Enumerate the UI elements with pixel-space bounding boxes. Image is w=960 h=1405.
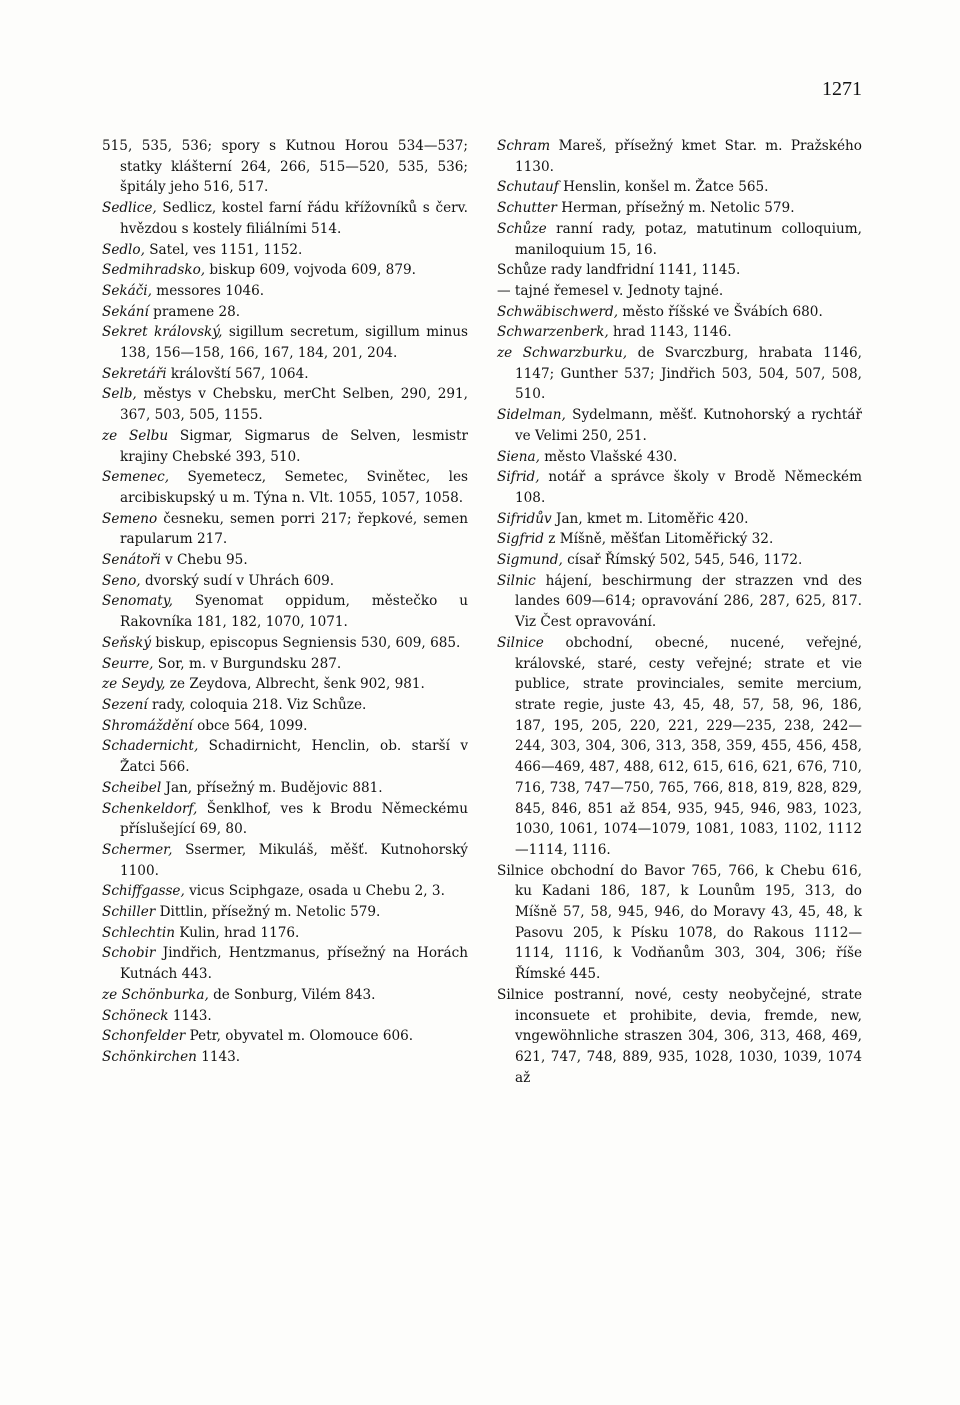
entry-text: de Sonburg, Vilém 843. xyxy=(208,986,376,1003)
entry-headword: Schůze xyxy=(497,220,547,237)
entry-headword: Sezení xyxy=(102,696,148,713)
entry-headword: Schram xyxy=(497,138,551,154)
entry-text: Schadirnicht, Henclin, ob. starší v Žatci 566. xyxy=(120,738,468,776)
entry-text: Herman, přísežný m. Netolic 579. xyxy=(556,200,795,217)
entry-headword: Semeno xyxy=(102,510,158,527)
entry-text: sigillum secretum, sigillum minus 138, 156—158, 166, 167, 184, 201, 204. xyxy=(120,324,468,362)
index-entry xyxy=(497,260,862,281)
entry-headword: Seno, xyxy=(102,572,141,589)
entry-text: Šenklhof, ves k Brodu Německému příslušející 69, 80. xyxy=(120,800,468,838)
entry-headword: Scheibel xyxy=(102,779,162,796)
index-entry xyxy=(497,136,862,177)
entry-text: Dittlin, přísežný m. Netolic 579. xyxy=(155,904,381,921)
entry-text: rady, coloquia 218. Viz Schůze. xyxy=(147,696,367,713)
entry-headword: Schönkirchen xyxy=(102,1048,197,1065)
left-column xyxy=(102,136,468,1068)
entry-headword: Sekretáři xyxy=(102,365,167,382)
entry-headword: Selb, xyxy=(102,386,137,403)
index-entry xyxy=(497,322,862,343)
entry-headword: Schwäbischwerd, xyxy=(497,303,619,320)
entry-text: Schůze rady landfridní 1141, 1145. xyxy=(497,262,741,279)
index-entry xyxy=(102,736,468,777)
entry-text: Sydelmann, měšť. Kutnohorský a rychtář ve Velimi 250, 251. xyxy=(515,407,862,444)
index-entry xyxy=(497,198,862,219)
entry-text: biskup, episcopus Segniensis 530, 609, 685. xyxy=(151,634,461,651)
index-entry xyxy=(102,633,468,654)
entry-text: notář a správce školy v Brodě Německém 108. xyxy=(515,469,862,506)
entry-text: městys v Chebsku, merCht Selben, 290, 291, 367, 503, 505, 1155. xyxy=(120,386,468,424)
index-entry xyxy=(102,571,468,592)
index-entry xyxy=(102,654,468,675)
entry-text: Jan, kmet m. Litoměřic 420. xyxy=(551,510,749,527)
entry-headword: Shromáždění xyxy=(102,717,193,734)
entry-text: královští 567, 1064. xyxy=(166,365,309,382)
entry-headword: Schenkeldorf, xyxy=(102,800,198,817)
entry-text: Sor, m. v Burgundsku 287. xyxy=(153,655,342,672)
index-entry xyxy=(102,426,468,467)
entry-text: 1143. xyxy=(196,1048,241,1065)
entry-headword: Schutauf xyxy=(497,179,559,196)
entry-headword: Sifridův xyxy=(497,510,552,527)
entry-headword: Silnic xyxy=(497,572,536,589)
index-entry xyxy=(102,902,468,923)
index-entry xyxy=(102,923,468,944)
right-column xyxy=(497,136,862,1088)
entry-headword: Sidelman, xyxy=(497,407,566,424)
entry-headword: Sedmihradsko, xyxy=(102,262,206,279)
index-entry xyxy=(497,447,862,468)
entry-text: hájení, beschirmung der strazzen vnd des landes 609—614; opravování 286, 287, 625, 817. Viz Čest opravování. xyxy=(515,572,862,631)
entry-text: ze Zeydova, Albrecht, šenk 902, 981. xyxy=(165,676,425,693)
entry-text: Silnice obchodní do Bavor 765, 766, k Chebu 616, ku Kadani 186, 187, k Lounům 195, 313, do Míšně 57, 58, 945, 946, do Moravy 43, 45, 48, k Pasovu 205, k Písku 1078, do Rakous 1112—1114, 1116, k Vodňanům 303, 304, 306; říše Římské 445. xyxy=(497,862,862,983)
index-entry xyxy=(497,571,862,633)
entry-headword: ze Seydy, xyxy=(102,676,166,693)
index-entry xyxy=(102,467,468,508)
index-entry xyxy=(497,509,862,530)
index-entry xyxy=(497,467,862,508)
index-entry xyxy=(102,985,468,1006)
index-entry xyxy=(497,985,862,1089)
entry-headword: Schiller xyxy=(102,904,156,921)
entry-text: obce 564, 1099. xyxy=(192,717,308,734)
index-entry xyxy=(102,840,468,881)
entry-headword: Schlechtin xyxy=(102,924,176,941)
index-entry xyxy=(102,302,468,323)
entry-text: Kulin, hrad 1176. xyxy=(175,924,300,941)
index-entry xyxy=(102,260,468,281)
index-entry xyxy=(497,343,862,405)
index-entry xyxy=(497,633,862,861)
index-entry xyxy=(102,943,468,984)
entry-text: ranní rady, potaz, matutinum colloquium, maniloquium 15, 16. xyxy=(515,220,862,258)
index-entry xyxy=(102,240,468,261)
index-entry xyxy=(102,384,468,425)
entry-text: Syemetecz, Semetec, Svinětec, les arcibiskupský u m. Týna n. Vlt. 1055, 1057, 1058. xyxy=(120,469,468,506)
entry-text: město říšské ve Švábích 680. xyxy=(618,303,823,320)
entry-text: 515, 535, 536; spory s Kutnou Horou 534—537; statky klášterní 264, 266, 515—520, 535, 536; špitály jeho 516, 517. xyxy=(102,138,468,196)
entry-headword: Schonfelder xyxy=(102,1028,186,1045)
entry-headword: ze Schönburka, xyxy=(102,986,209,1003)
entry-text: vicus Sciphgaze, osada u Chebu 2, 3. xyxy=(184,883,445,900)
entry-text: Syenomat oppidum, městečko u Rakovníka 181, 182, 1070, 1071. xyxy=(120,593,468,631)
entry-text: Henslin, konšel m. Žatce 565. xyxy=(558,179,769,196)
index-entry xyxy=(102,778,468,799)
index-entry xyxy=(497,177,862,198)
entry-headword: Sigmund, xyxy=(497,552,563,569)
index-entry xyxy=(102,695,468,716)
entry-headword: ze Selbu xyxy=(102,427,169,444)
entry-text: Satel, ves 1151, 1152. xyxy=(144,241,303,258)
entry-headword: Siena, xyxy=(497,448,540,465)
index-entry xyxy=(497,219,862,260)
entry-headword: Schobir xyxy=(102,945,156,962)
index-entry xyxy=(497,302,862,323)
entry-headword: ze Schwarzburku, xyxy=(497,345,628,362)
entry-headword: Schwarzenberk, xyxy=(497,324,609,341)
index-entry xyxy=(102,881,468,902)
index-entry xyxy=(102,364,468,385)
index-entry xyxy=(102,281,468,302)
entry-headword: Sedlice, xyxy=(102,200,157,217)
index-entry xyxy=(102,509,468,550)
entry-text: pramene 28. xyxy=(148,303,241,320)
entry-headword: Senátoři xyxy=(102,552,161,569)
entry-text: Sedlicz, kostel farní řádu křížovníků s červ. hvězdou s kostely filiálními 514. xyxy=(120,200,468,237)
entry-headword: Sedlo, xyxy=(102,241,145,258)
entry-text: Sigmar, Sigmarus de Selven, lesmistr krajiny Chebské 393, 510. xyxy=(120,427,468,465)
entry-headword: Sekret královský, xyxy=(102,324,223,341)
entry-headword: Semenec, xyxy=(102,469,170,486)
index-entry xyxy=(102,716,468,737)
entry-text: Ssermer, Mikuláš, měšť. Kutnohorský 1100. xyxy=(120,841,468,879)
entry-text: biskup 609, vojvoda 609, 879. xyxy=(205,262,416,279)
index-entry xyxy=(102,674,468,695)
entry-text: 1143. xyxy=(168,1007,212,1024)
index-entry xyxy=(102,198,468,239)
index-entry xyxy=(497,861,862,985)
index-entry xyxy=(102,322,468,363)
entry-text: hrad 1143, 1146. xyxy=(608,324,732,341)
index-entry xyxy=(102,1047,468,1068)
entry-headword: Schermer, xyxy=(102,841,173,858)
entry-text: česneku, semen porri 217; řepkové, semen rapularum 217. xyxy=(120,510,468,548)
entry-text: Mareš, přísežný kmet Star. m. Pražského 1130. xyxy=(515,138,862,175)
entry-headword: Senomaty, xyxy=(102,593,173,610)
index-entry xyxy=(497,405,862,446)
entry-text: císař Římský 502, 545, 546, 1172. xyxy=(562,552,803,569)
entry-text: — tajné řemesel v. Jednoty tajné. xyxy=(497,282,724,299)
index-entry xyxy=(497,550,862,571)
entry-text: dvorský sudí v Uhrách 609. xyxy=(140,572,335,589)
entry-text: de Svarczburg, hrabata 1146, 1147; Gunther 537; Jindřich 503, 504, 507, 508, 510. xyxy=(515,345,862,403)
entry-text: město Vlašské 430. xyxy=(539,448,678,465)
index-entry xyxy=(497,281,862,302)
entry-headword: Schöneck xyxy=(102,1007,169,1024)
entry-headword: Sekání xyxy=(102,303,149,320)
index-entry xyxy=(102,591,468,632)
index-entry xyxy=(497,529,862,550)
entry-headword: Seňský xyxy=(102,634,152,651)
entry-text: Silnice postranní, nové, cesty neobyčejné, strate inconsuete et prohibite, devia, fremde, new, vngewöhnliche straszen 304, 306, 313, 468, 469, 621, 747, 748, 889, 935, 1028, 1030, 1039, 1074 až xyxy=(497,986,862,1086)
entry-headword: Sekáči, xyxy=(102,282,152,299)
entry-headword: Sigfrid xyxy=(497,531,544,548)
entry-text: v Chebu 95. xyxy=(160,552,248,569)
index-entry xyxy=(102,799,468,840)
entry-headword: Seurre, xyxy=(102,655,154,672)
page-number: 1271 xyxy=(822,78,862,100)
index-entry xyxy=(102,136,468,198)
entry-text: Jan, přísežný m. Budějovic 881. xyxy=(161,779,383,796)
entry-text: Jindřich, Hentzmanus, přísežný na Horách Kutnách 443. xyxy=(120,945,468,983)
entry-text: Petr, obyvatel m. Olomouce 606. xyxy=(185,1028,414,1045)
entry-headword: Schadernicht, xyxy=(102,738,199,755)
entry-headword: Sifrid, xyxy=(497,469,540,486)
entry-text: obchodní, obecné, nucené, veřejné, královské, staré, cesty veřejné; strate et vie publice, strate provinciales, semite mercium, strate regie, juste 43, 45, 48, 57, 58, 96, 186, 187, 195, 205, 220, 221, 229—235, 238, 242—244, 303, 304, 306, 313, 358, 359, 455, 456, 458, 466—469, 487, 488, 612, 615, 616, 621, 676, 710, 716, 738, 747—750, 765, 766, 818, 819, 828, 829, 845, 846, 851 až 854, 935, 945, 946, 983, 1023, 1030, 1061, 1074—1079, 1081, 1083, 1102, 1112—1114, 1116. xyxy=(515,634,862,858)
entry-headword: Silnice xyxy=(497,634,544,651)
index-entry xyxy=(102,1006,468,1027)
index-entry xyxy=(102,1026,468,1047)
index-entry xyxy=(102,550,468,571)
entry-text: messores 1046. xyxy=(151,282,265,299)
entry-headword: Schiffgasse, xyxy=(102,883,185,900)
entry-headword: Schutter xyxy=(497,200,557,217)
entry-text: z Míšně, měšťan Litoměřický 32. xyxy=(543,531,774,548)
